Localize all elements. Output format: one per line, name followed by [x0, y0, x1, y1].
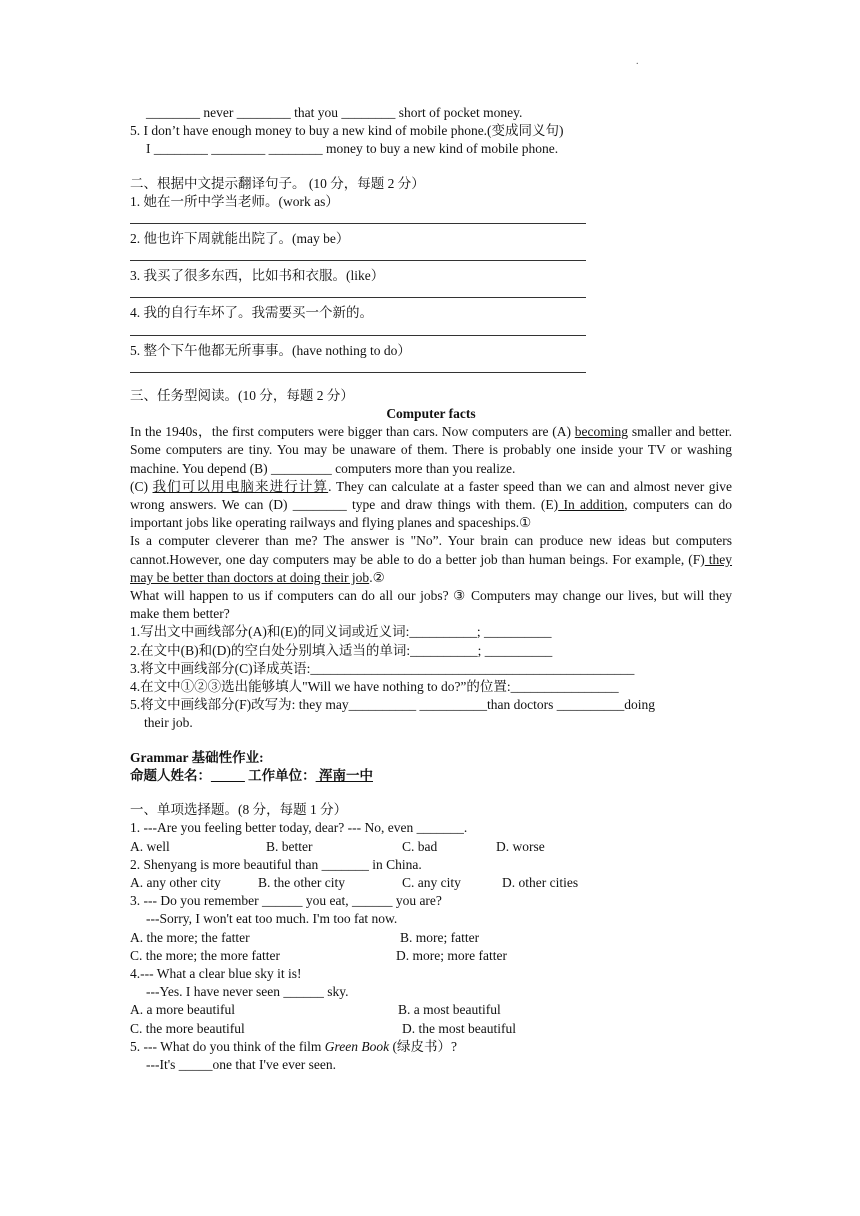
reading-question-3: 3.将文中画线部分(C)译成英语:________________________________________________ — [130, 660, 635, 676]
reading-question-2: 2.在文中(B)和(D)的空白处分别填入适当的单词:__________; __________ — [130, 642, 553, 658]
underline-c: 我们可以用电脑来进行计算 — [152, 478, 329, 494]
translate-item-2: 2. 他也许下周就能出院了。(may be） — [130, 231, 350, 247]
mc-options-4a: A. a more beautiful B. a most beautiful — [130, 1002, 501, 1018]
reading-question-4: 4.在文中①②③选出能够填人"Will we have nothing to do?”的位置:________________ — [130, 679, 619, 695]
mc-question-3: 3. --- Do you remember ______ you eat, ______ you are? — [130, 893, 442, 909]
mc-question-1: 1. ---Are you feeling better today, dear? --- No, even _______. — [130, 820, 468, 836]
mc-options-3b: C. the more; the more fatter D. more; more fatter — [130, 947, 507, 963]
answer-line-4 — [130, 323, 586, 336]
translate-item-5: 5. 整个下午他都无所事事。(have nothing to do） — [130, 342, 411, 358]
translate-item-3: 3. 我买了很多东西，比如书和衣服。(like） — [130, 268, 385, 284]
answer-line-3 — [130, 285, 586, 298]
work-unit: 浑南一中 — [315, 767, 373, 783]
underline-e: In addition — [558, 497, 625, 513]
mc-options-3a: A. the more; the fatter B. more; fatter — [130, 929, 480, 945]
reading-question-5: 5.将文中画线部分(F)改写为: they may__________ __________than doctors __________doing — [130, 697, 655, 713]
mc-question-5-reply: ---It's _____one that I've ever seen. — [146, 1056, 337, 1072]
section-2-heading: 二、根据中文提示翻译句子。 (10 分，每题 2 分） — [130, 175, 425, 191]
answer-line-2 — [130, 248, 586, 261]
reading-paragraph-4: What will happen to us if computers can do all our jobs? ③ Computers may change our lives, but will they make them better? — [130, 588, 732, 622]
reading-title: Computer facts — [386, 406, 476, 422]
top-dot: . — [636, 56, 639, 67]
answer-line-1 — [130, 211, 586, 224]
reading-paragraph-1: In the 1940s，the first computers were bigger than cars. Now computers are (A) becoming smaller and better. Some computers are tiny. You may be unaware of them. There is probably one inside your TV or washing machine. You depend (B) _________ computers more than you realize. — [130, 424, 732, 476]
mc-question-5: 5. --- What do you think of the film Green Book (绿皮书）? — [130, 1038, 457, 1054]
question-5-prompt: 5. I don’t have enough money to buy a new kind of mobile phone.(变成同义句) — [130, 123, 564, 139]
reading-question-1: 1.写出文中画线部分(A)和(E)的同义词或近义词:__________; __________ — [130, 624, 552, 640]
translate-item-1: 1. 她在一所中学当老师。(work as） — [130, 193, 339, 209]
mc-question-2: 2. Shenyang is more beautiful than _______ in China. — [130, 856, 422, 872]
film-title: Green Book — [324, 1038, 390, 1054]
underline-a: becoming — [574, 424, 629, 440]
author-line: 命题人姓名：_____ 工作单位： 浑南一中 — [130, 767, 373, 783]
reading-paragraph-3: Is a computer cleverer than me? The answer is "No”. Your brain can produce new ideas but computers cannot.However, one day computers may be able to do a better job than human beings. For example, (F) they may be better than doctors at doing their job.② — [130, 533, 733, 585]
page-content — [130, 104, 732, 1074]
mc-options-1: A. well B. better C. bad D. worse — [130, 838, 545, 854]
grammar-section-1-heading: 一、单项选择题。(8 分，每题 1 分） — [130, 802, 348, 818]
underline-f: they may be better than doctors at doing their job — [130, 551, 733, 585]
fill-line-4: ________ never ________ that you ________ short of pocket money. — [146, 105, 523, 120]
mc-options-2: A. any other city B. the other city C. any city D. other cities — [130, 874, 579, 890]
mc-question-4-reply: ---Yes. I have never seen ______ sky. — [146, 984, 349, 1000]
section-3-heading: 三、任务型阅读。(10 分，每题 2 分） — [130, 387, 354, 403]
translate-item-4: 4. 我的自行车坏了。我需要买一个新的。 — [130, 305, 373, 321]
author-blank: _____ — [211, 767, 245, 783]
mc-options-4b: C. the more beautiful D. the most beautiful — [130, 1020, 516, 1036]
mc-question-3-reply: ---Sorry, I won't eat too much. I'm too fat now. — [146, 911, 398, 927]
grammar-title: Grammar 基础性作业: — [130, 749, 264, 765]
question-5-answer: I ________ ________ ________ money to buy a new kind of mobile phone. — [146, 141, 559, 157]
reading-question-5-cont: their job. — [144, 715, 193, 731]
answer-line-5 — [130, 360, 586, 373]
mc-question-4: 4.--- What a clear blue sky it is! — [130, 965, 302, 981]
reading-paragraph-2: (C) 我们可以用电脑来进行计算. They can calculate at a faster speed than we can and almost never give wrong answers. We can (D) ________ type and draw things with them. (E) In addition, computers can do important jobs like operating railways and flying planes and spaceships.① — [130, 478, 733, 531]
